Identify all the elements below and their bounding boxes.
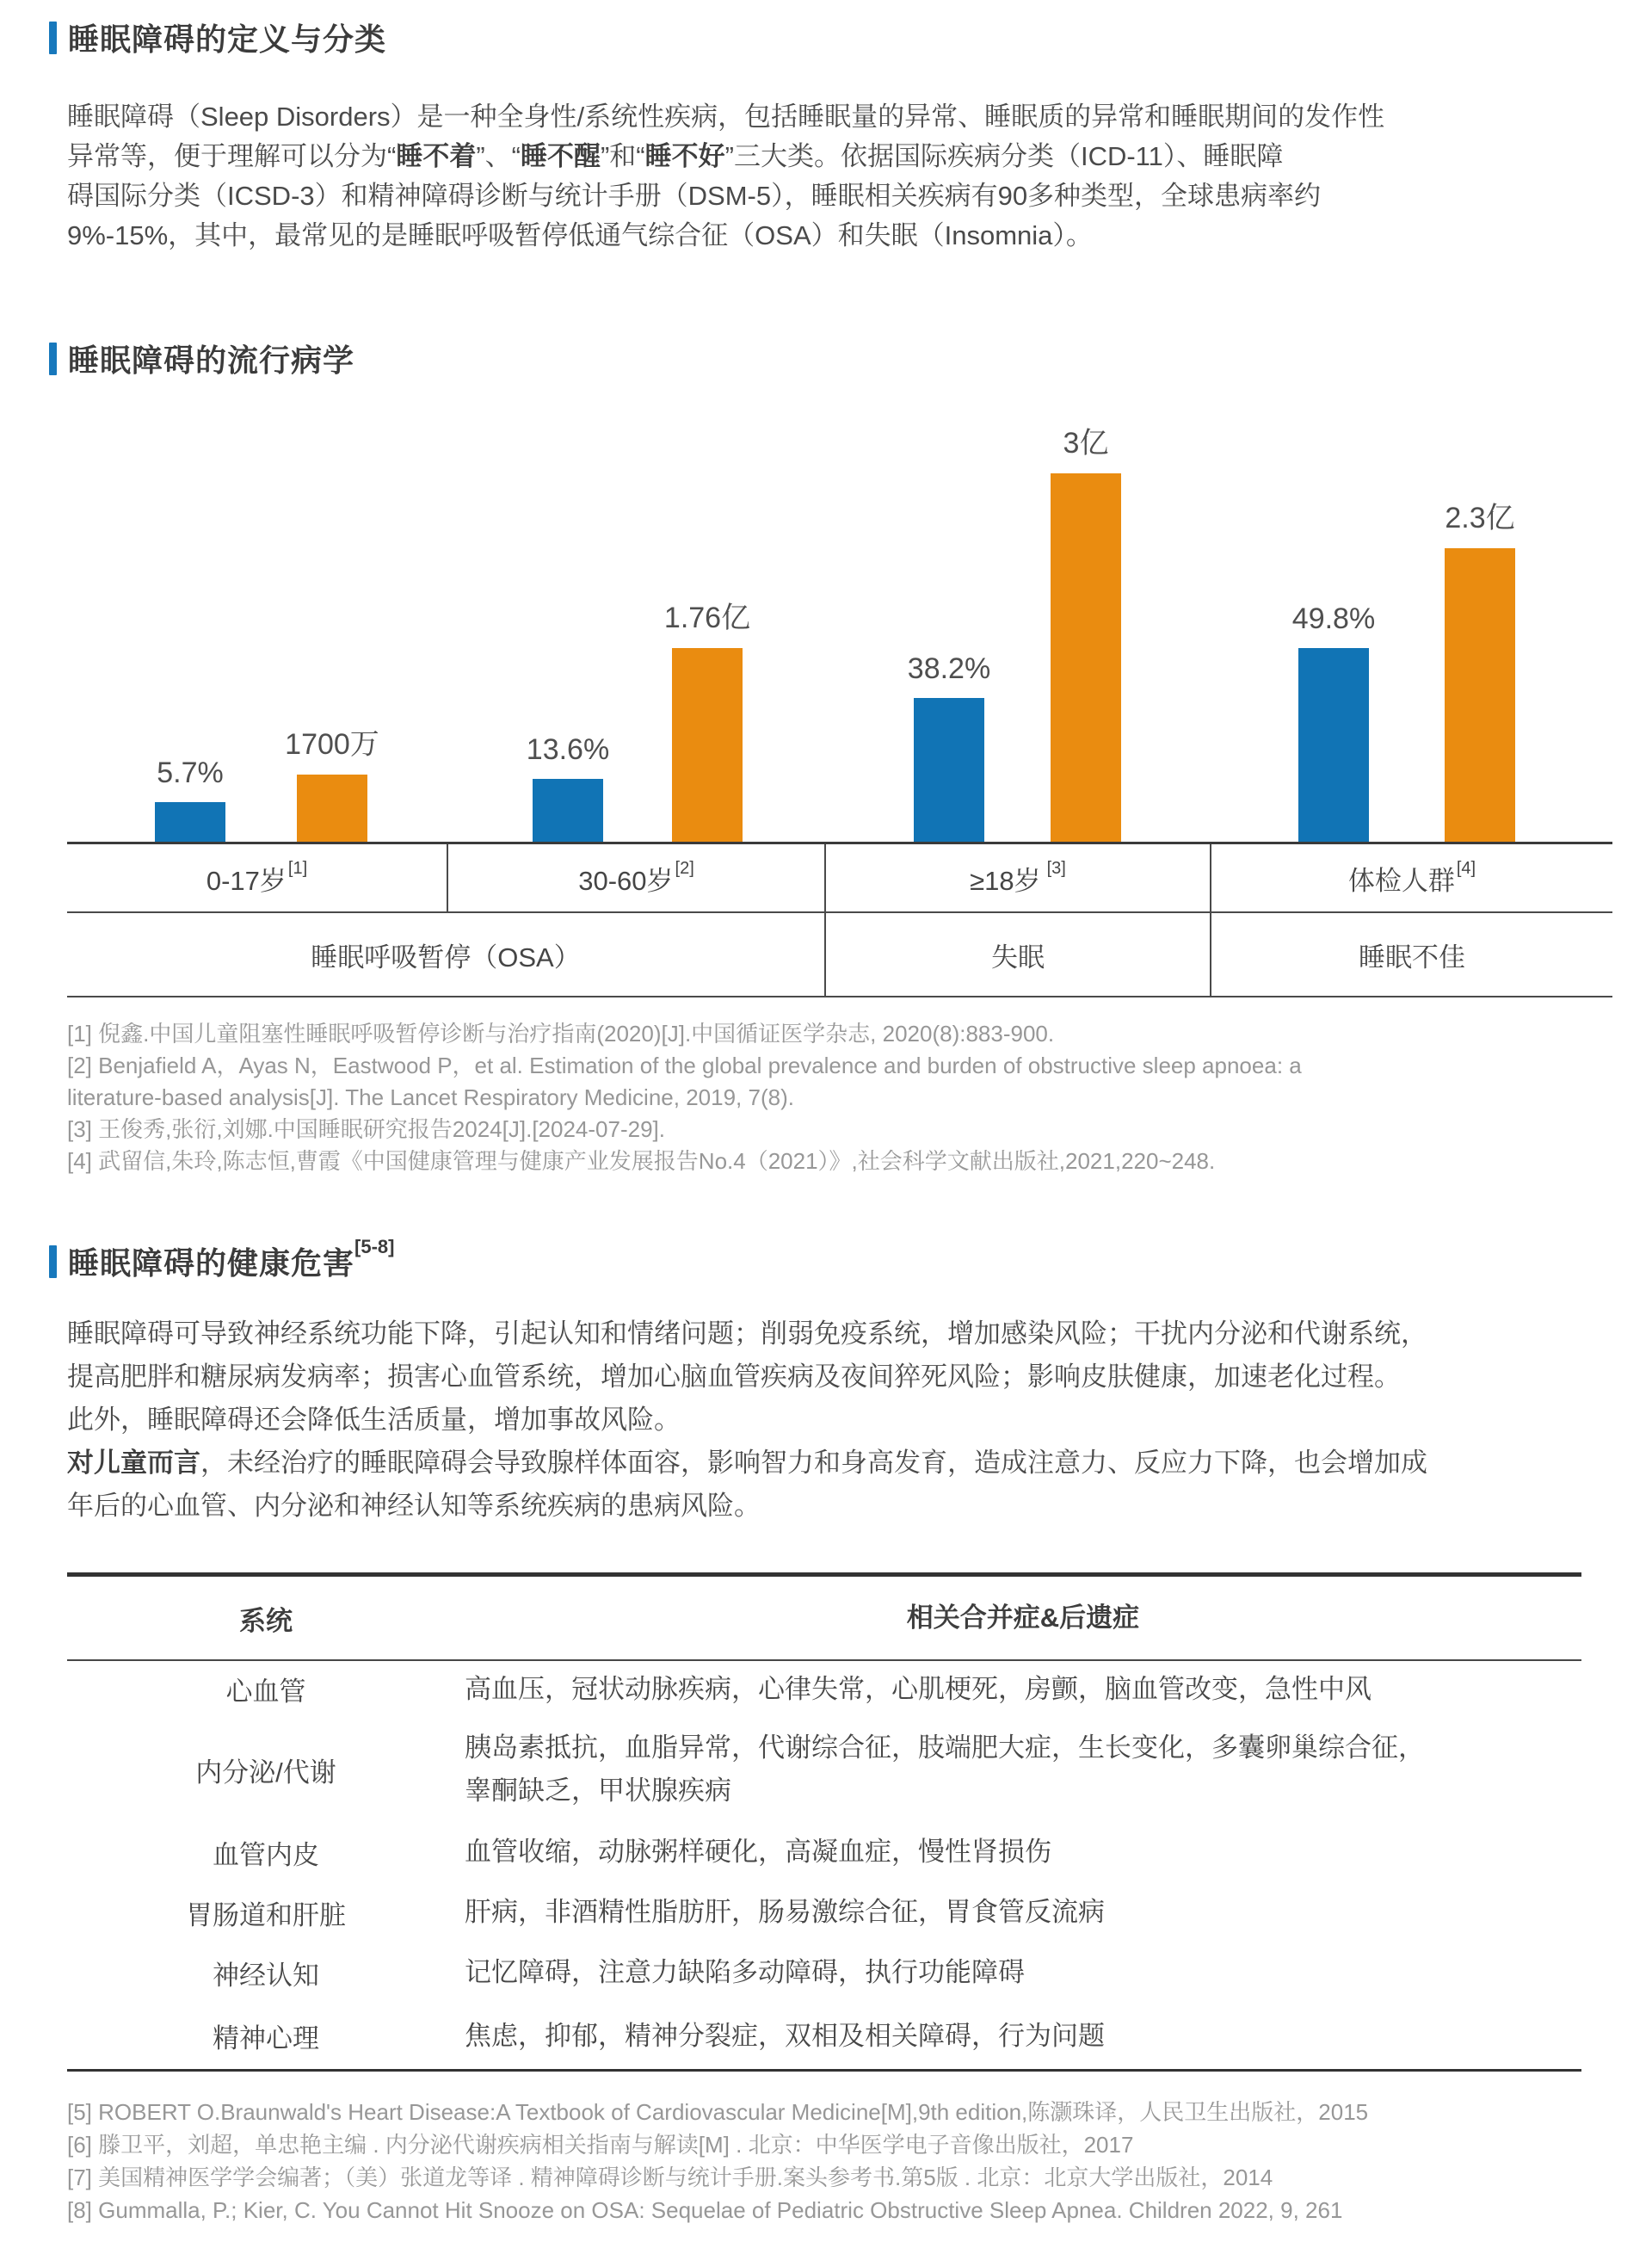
complications-cell: 高血压，冠状动脉疾病，心律失常，心肌梗死，房颤，脑血管改变，急性中风	[465, 1673, 1372, 1704]
reference-item: [5] ROBERT O.Braunwald's Heart Disease:A Textbook of Cardiovascular Medicine[M],9th edition,陈灏珠译，人民卫生出版社，2015	[67, 2099, 1369, 2125]
section-title: 睡眠障碍的健康危害[5-8]	[68, 1236, 395, 1281]
table-row-psychological	[67, 2003, 1581, 2069]
age-cell: 0-17岁 [1]	[67, 844, 448, 911]
section-health-hazards-heading	[49, 1236, 1652, 1283]
reference-item: [7] 美国精神医学学会编著；（美）张道龙等译 . 精神障碍诊断与统计手册.案头参考书.第5版 . 北京：北京大学出版社，2014	[67, 2165, 1273, 2190]
bar-value-label: 5.7%	[157, 757, 224, 789]
paragraph-line: 异常等，便于理解可以分为“睡不着”、“睡不醒”和“睡不好”三大类。依据国际疾病分类（ICD-11）、睡眠障	[67, 141, 1284, 171]
bar-0-17-percent	[155, 802, 225, 842]
chart-condition-row	[67, 913, 1612, 997]
paragraph-line: 对儿童而言，未经治疗的睡眠障碍会导致腺样体面容，影响智力和身高发育，造成注意力、反应力下降，也会增加成	[67, 1448, 1427, 1478]
bar-value-label: 3亿	[1063, 427, 1109, 460]
table-header-row	[67, 1577, 1581, 1661]
reference-item: [4] 武留信,朱玲,陈志恒,曹霞《中国健康管理与健康产业发展报告No.4（2021）》,社会科学文献出版社,2021,220~248.	[67, 1148, 1216, 1174]
reference-item: [1] 倪鑫.中国儿童阻塞性睡眠呼吸暂停诊断与治疗指南(2020)[J].中国循证医学杂志, 2020(8):883-900.	[67, 1021, 1055, 1047]
chart-age-row	[67, 844, 1612, 913]
bar-18plus-count	[1051, 473, 1121, 842]
table-row-endothelium	[67, 1822, 1581, 1882]
bar-checkup-count	[1445, 548, 1515, 842]
bar-checkup-percent	[1298, 648, 1369, 842]
paragraph-line: 提高肥胖和糖尿病发病率；损害心血管系统，增加心脑血管疾病及夜间猝死风险；影响皮肤健康，加速老化过程。	[67, 1362, 1401, 1392]
bar-0-17-count	[297, 775, 367, 842]
system-cell: 胃肠道和肝脏	[186, 1899, 346, 1930]
bar-value-label: 38.2%	[907, 652, 991, 685]
bar-30-60-percent	[533, 779, 603, 842]
section-title: 睡眠障碍的定义与分类	[68, 22, 387, 57]
chart-references	[67, 1018, 1652, 1177]
reference-item: literature-based analysis[J]. The Lancet Respiratory Medicine, 2019, 7(8).	[67, 1084, 794, 1110]
complications-cell: 血管收缩，动脉粥样硬化，高凝血症，慢性肾损伤	[465, 1837, 1051, 1867]
condition-cell-insomnia: 失眠	[826, 913, 1211, 996]
bar-value-label: 2.3亿	[1445, 502, 1515, 534]
condition-cell-osa: 睡眠呼吸暂停（OSA）	[67, 913, 826, 996]
comorbidity-table	[67, 1572, 1581, 2072]
age-cell: 体检人群 [4]	[1347, 858, 1476, 896]
table-header-system: 系统	[239, 1605, 293, 1636]
table-row-endocrine	[67, 1717, 1581, 1822]
system-cell: 神经认知	[213, 1960, 319, 1991]
reference-item: [2] Benjafield A，Ayas N，Eastwood P，et al. Estimation of the global prevalence and burden of obstructive sleep apnoea: a	[67, 1053, 1302, 1078]
paragraph-line: 9%-15%，其中，最常见的是睡眠呼吸暂停低通气综合征（OSA）和失眠（Insomnia）。	[67, 220, 1093, 250]
complications-cell: 焦虑，抑郁，精神分裂症，双相及相关障碍，行为问题	[465, 2020, 1105, 2051]
section-title: 睡眠障碍的流行病学	[68, 343, 355, 378]
system-cell: 内分泌/代谢	[195, 1757, 336, 1788]
bar-value-label: 1700万	[285, 728, 379, 761]
prevalence-bar-chart	[67, 428, 1612, 997]
age-cell: 30-60岁 [2]	[448, 844, 826, 911]
heading-accent-bar	[49, 1245, 57, 1278]
section-definition-heading	[49, 15, 1652, 59]
condition-cell-poor-sleep: 睡眠不佳	[1359, 942, 1465, 973]
heading-accent-bar	[49, 343, 57, 375]
complications-cell: 胰岛素抵抗，血脂异常，代谢综合征，肢端肥大症，生长变化，多囊卵巢综合征， 睾酮缺乏，甲状腺疾病	[465, 1732, 1425, 1806]
reference-item: [8] Gummalla, P.; Kier, C. You Cannot Hit Snooze on OSA: Sequelae of Pediatric Obstructive Sleep Apnea. Children 2022, 9, 261	[67, 2197, 1343, 2223]
complications-cell: 记忆障碍，注意力缺陷多动障碍，执行功能障碍	[465, 1957, 1025, 1987]
bar-30-60-count	[672, 648, 743, 842]
health-hazards-paragraph	[67, 1312, 1652, 1528]
definition-paragraph	[67, 97, 1652, 256]
bar-value-label: 1.76亿	[663, 602, 751, 634]
reference-item: [3] 王俊秀,张衍,刘娜.中国睡眠研究报告2024[J].[2024-07-29].	[67, 1116, 665, 1142]
heading-accent-bar	[49, 22, 57, 54]
system-cell: 精神心理	[213, 2023, 319, 2053]
paragraph-line: 睡眠障碍可导致神经系统功能下降，引起认知和情绪问题；削弱免疫系统，增加感染风险；干扰内分泌和代谢系统，	[67, 1319, 1427, 1349]
table-row-gastrointestinal	[67, 1882, 1581, 1942]
bar-18plus-percent	[914, 698, 984, 842]
paragraph-line: 睡眠障碍（Sleep Disorders）是一种全身性/系统性疾病，包括睡眠量的异常、睡眠质的异常和睡眠期间的发作性	[67, 102, 1385, 132]
complications-cell: 肝病，非酒精性脂肪肝，肠易激综合征，胃食管反流病	[465, 1897, 1105, 1927]
table-row-cardiovascular	[67, 1661, 1581, 1717]
system-cell: 血管内皮	[213, 1839, 319, 1870]
section-epidemiology-heading	[49, 337, 1652, 380]
age-cell: ≥18岁 [3]	[826, 844, 1211, 911]
table-header-complications: 相关合并症&后遗症	[906, 1603, 1140, 1633]
bar-plot-area	[67, 428, 1612, 844]
paragraph-line: 此外，睡眠障碍还会降低生活质量，增加事故风险。	[67, 1405, 681, 1435]
table-row-neurocognitive	[67, 1942, 1581, 2003]
bar-value-label: 13.6%	[526, 733, 610, 766]
system-cell: 心血管	[225, 1677, 306, 1707]
paragraph-line: 碍国际分类（ICSD-3）和精神障碍诊断与统计手册（DSM-5），睡眠相关疾病有90多种类型，全球患病率约	[67, 181, 1322, 211]
bar-value-label: 49.8%	[1291, 602, 1376, 635]
reference-item: [6] 滕卫平，刘超，单忠艳主编 . 内分泌代谢疾病相关指南与解读[M] . 北京：中华医学电子音像出版社，2017	[67, 2132, 1134, 2158]
bottom-references	[67, 2096, 1652, 2226]
paragraph-line: 年后的心血管、内分泌和神经认知等系统疾病的患病风险。	[67, 1491, 761, 1521]
